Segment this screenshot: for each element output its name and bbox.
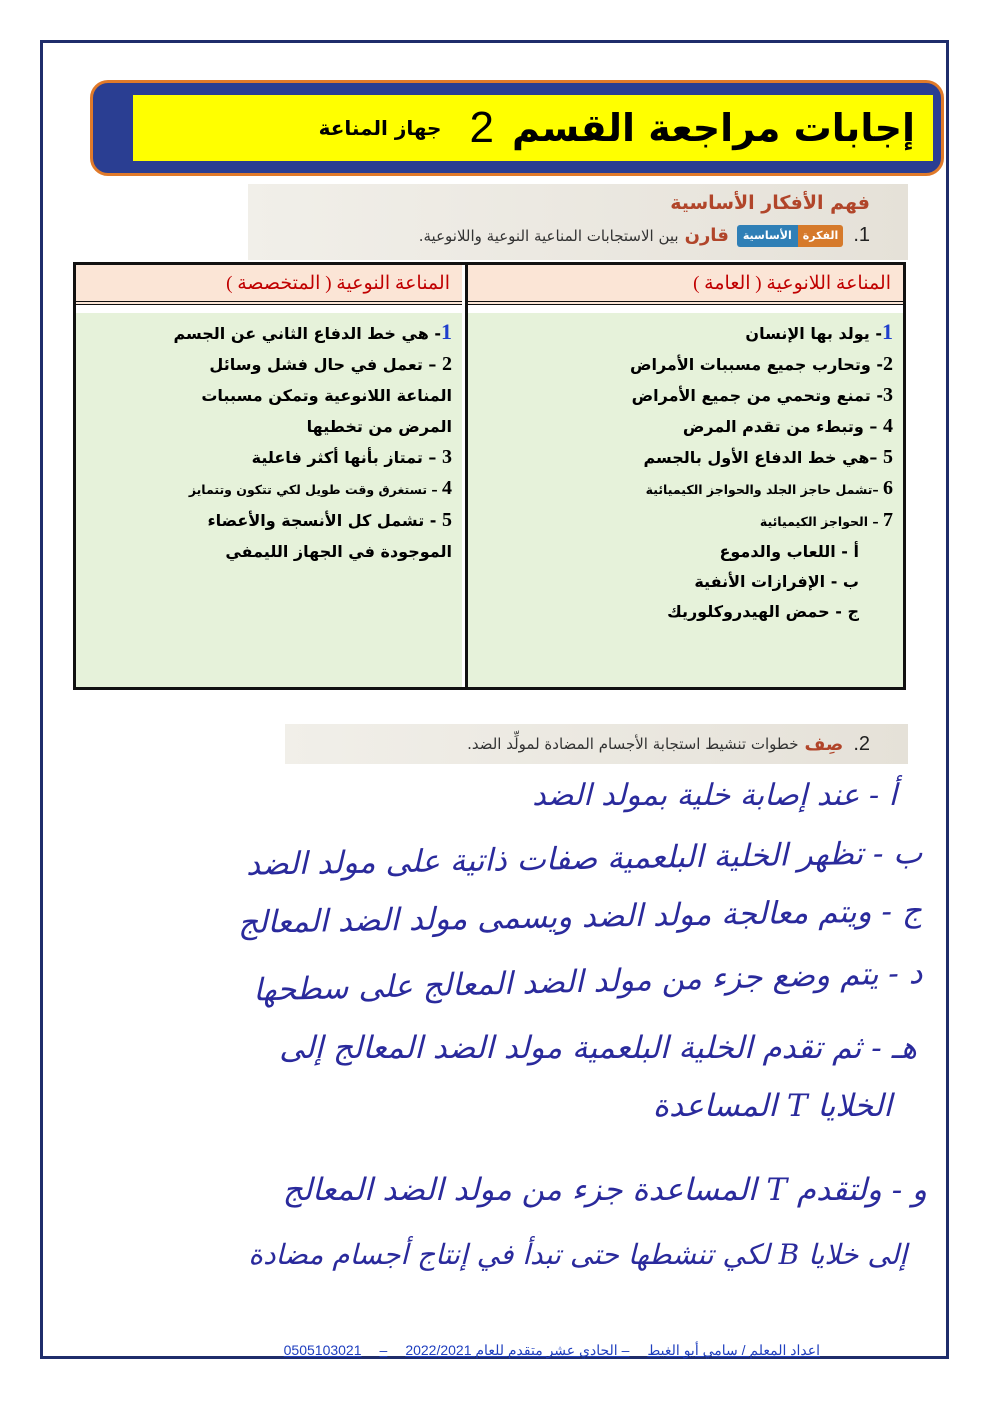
list-item: ب - الإفرازات الأنفية [694, 572, 859, 591]
page-footer [130, 1342, 820, 1359]
title-banner [90, 80, 944, 176]
nonspecific-header: المناعة اللانوعية ( العامة ) [468, 265, 903, 305]
question-2-verb: صِف [804, 733, 844, 755]
badge-idea-label: الفكرة [798, 225, 844, 247]
list-item: 2 – تعمل في حال فشل وسائل [209, 353, 452, 375]
question-1-number: 1. [853, 224, 870, 246]
specific-immunity-column [76, 265, 462, 687]
handwritten-line: الخلايا T المساعدة [652, 1088, 892, 1124]
main-ideas-box [248, 184, 908, 260]
handwritten-line: د - يتم وضع جزء من مولد الضد المعالج على سطحها [252, 955, 923, 1009]
handwritten-line: ب - تظهر الخلية البلعمية صفات ذاتية على مولد الضد [245, 835, 923, 883]
list-item: الموجودة في الجهاز الليمفي [225, 542, 452, 561]
list-item: ج - حمض الهيدروكلوريك [667, 602, 859, 621]
page-title: إجابات مراجعة القسم [511, 106, 915, 150]
list-item: 3 – تمتاز بأنها أكثر فاعلية [251, 446, 452, 468]
handwritten-line: إلى خلايا B لكي تنشطها حتى تبدأ في إنتاج أجسام مضادة [248, 1238, 907, 1271]
question-1-verb: قارن [684, 225, 729, 246]
handwritten-line: ج - ويتم معالجة مولد الضد ويسمى مولد الضد المعالج [237, 893, 923, 941]
footer-grade: – الحادي عشر متقدم للعام 2022/2021 [405, 1342, 630, 1358]
list-item: 7 – الحواجز الكيميائية [759, 509, 893, 531]
handwritten-line: أ - عند إصابة خلية بمولد الضد [532, 778, 897, 813]
footer-author: اعداد المعلم / سامي أبو الغيط [647, 1342, 820, 1358]
ideas-heading: فهم الأفكار الأساسية [670, 192, 870, 214]
question-2-number: 2. [853, 732, 870, 755]
list-item: أ - اللعاب والدموع [719, 542, 859, 561]
specific-header: المناعة النوعية ( المتخصصة ) [76, 265, 462, 305]
badge-main-label: الأساسية [737, 225, 798, 247]
list-item: 4 – وتبطء من تقدم المرض [682, 415, 893, 437]
list-item: 4 – تستغرق وقت طويل لكي تتكون وتتمايز [188, 477, 452, 499]
list-item: 1- يولد بها الإنسان [745, 319, 893, 344]
section-number: 2 [469, 103, 494, 152]
handwritten-line: و - ولتقدم T المساعدة جزء من مولد الضد المعالج [282, 1172, 927, 1208]
handwritten-line: هـ - ثم تقدم الخلية البلعمية مولد الضد المعالج إلى [279, 1030, 917, 1066]
page-subtitle: جهاز المناعة [318, 116, 442, 140]
list-item: 5 –هي خط الدفاع الأول بالجسم [643, 446, 893, 468]
nonspecific-cell [468, 313, 903, 687]
question-2-text: خطوات تنشيط استجابة الأجسام المضادة لمولِّد الضد. [467, 735, 799, 753]
list-item: المرض من تخطيها [306, 417, 452, 436]
question-1-text: بين الاستجابات المناعية النوعية واللانوعية. [418, 226, 679, 245]
comparison-table [73, 262, 906, 690]
question-1 [248, 224, 870, 247]
list-item: 2- وتحارب جميع مسببات الأمراض [629, 353, 893, 375]
nonspecific-immunity-column [465, 265, 903, 687]
main-idea-badge [737, 225, 843, 247]
list-item: 3- تمنع وتحمي من جميع الأمراض [631, 384, 893, 406]
list-item: 5 - تشمل كل الأنسجة والأعضاء [207, 509, 452, 531]
list-item: 1- هي خط الدفاع الثاني عن الجسم [173, 319, 452, 344]
title-box [133, 95, 933, 161]
footer-dash: – [379, 1342, 388, 1358]
footer-phone: 0505103021 [283, 1342, 362, 1358]
list-item: 6 –تشمل حاجز الجلد والحواجز الكيميائية [645, 477, 893, 499]
question-2 [285, 724, 908, 764]
list-item: المناعة اللانوعية وتمكن مسببات [201, 386, 452, 405]
specific-cell [76, 313, 462, 687]
